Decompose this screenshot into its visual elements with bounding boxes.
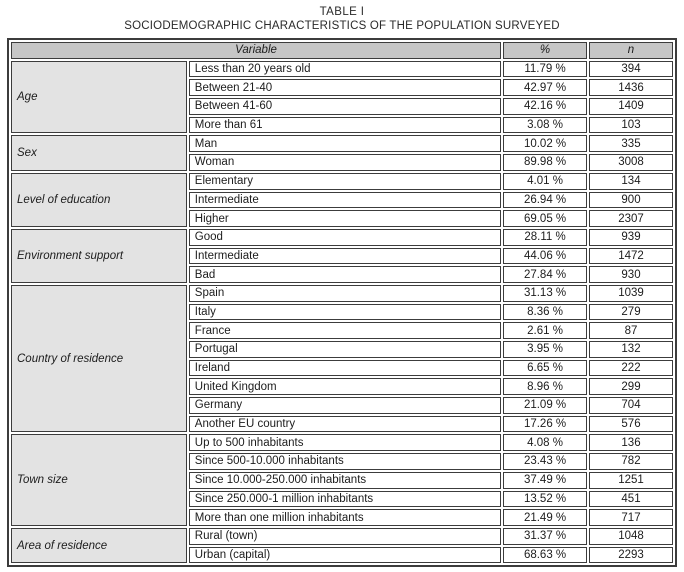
variable-cell: More than one million inhabitants	[189, 509, 501, 526]
percent-cell: 4.08 %	[503, 434, 587, 451]
percent-cell: 27.84 %	[503, 266, 587, 283]
n-cell: 2307	[589, 210, 673, 227]
variable-cell: Between 41-60	[189, 98, 501, 115]
percent-cell: 3.95 %	[503, 341, 587, 358]
table-row	[11, 229, 673, 246]
percent-cell: 42.16 %	[503, 98, 587, 115]
table-row	[11, 434, 673, 451]
variable-cell: Portugal	[189, 341, 501, 358]
n-cell: 782	[589, 453, 673, 470]
variable-cell: Good	[189, 229, 501, 246]
n-cell: 1472	[589, 248, 673, 265]
variable-cell: Since 10.000-250.000 inhabitants	[189, 472, 501, 489]
group-cell-country-of-residence: Country of residence	[11, 285, 187, 433]
n-cell: 279	[589, 304, 673, 321]
variable-cell: United Kingdom	[189, 378, 501, 395]
variable-cell: Urban (capital)	[189, 547, 501, 564]
group-cell-area-of-residence: Area of residence	[11, 528, 187, 563]
header-row	[11, 42, 673, 59]
table-row	[11, 61, 673, 78]
variable-cell: Ireland	[189, 360, 501, 377]
group-cell-level-of-education: Level of education	[11, 173, 187, 227]
percent-cell: 21.49 %	[503, 509, 587, 526]
table-row	[11, 173, 673, 190]
variable-cell: Since 250.000-1 million inhabitants	[189, 491, 501, 508]
variable-cell: Spain	[189, 285, 501, 302]
percent-cell: 4.01 %	[503, 173, 587, 190]
n-cell: 136	[589, 434, 673, 451]
table-row	[11, 528, 673, 545]
group-cell-town-size: Town size	[11, 434, 187, 525]
column-header-n: n	[589, 42, 673, 59]
variable-cell: Between 21-40	[189, 79, 501, 96]
percent-cell: 21.09 %	[503, 397, 587, 414]
percent-cell: 69.05 %	[503, 210, 587, 227]
n-cell: 1436	[589, 79, 673, 96]
n-cell: 939	[589, 229, 673, 246]
variable-cell: Man	[189, 135, 501, 152]
variable-cell: Bad	[189, 266, 501, 283]
n-cell: 704	[589, 397, 673, 414]
n-cell: 451	[589, 491, 673, 508]
variable-cell: Another EU country	[189, 416, 501, 433]
n-cell: 1039	[589, 285, 673, 302]
n-cell: 1251	[589, 472, 673, 489]
variable-cell: Less than 20 years old	[189, 61, 501, 78]
table-row	[11, 285, 673, 302]
n-cell: 87	[589, 322, 673, 339]
n-cell: 1409	[589, 98, 673, 115]
percent-cell: 10.02 %	[503, 135, 587, 152]
variable-cell: Higher	[189, 210, 501, 227]
percent-cell: 68.63 %	[503, 547, 587, 564]
percent-cell: 42.97 %	[503, 79, 587, 96]
percent-cell: 11.79 %	[503, 61, 587, 78]
variable-cell: Up to 500 inhabitants	[189, 434, 501, 451]
n-cell: 132	[589, 341, 673, 358]
n-cell: 930	[589, 266, 673, 283]
table-row	[11, 135, 673, 152]
group-cell-age: Age	[11, 61, 187, 134]
n-cell: 717	[589, 509, 673, 526]
title-block	[0, 5, 684, 33]
percent-cell: 2.61 %	[503, 322, 587, 339]
variable-cell: Elementary	[189, 173, 501, 190]
sociodemographic-table	[7, 38, 677, 567]
variable-cell: Germany	[189, 397, 501, 414]
n-cell: 335	[589, 135, 673, 152]
percent-cell: 31.37 %	[503, 528, 587, 545]
column-header-percent: %	[503, 42, 587, 59]
n-cell: 299	[589, 378, 673, 395]
group-cell-sex: Sex	[11, 135, 187, 170]
n-cell: 900	[589, 192, 673, 209]
group-cell-environment-support: Environment support	[11, 229, 187, 283]
percent-cell: 26.94 %	[503, 192, 587, 209]
percent-cell: 13.52 %	[503, 491, 587, 508]
percent-cell: 31.13 %	[503, 285, 587, 302]
percent-cell: 44.06 %	[503, 248, 587, 265]
variable-cell: Since 500-10.000 inhabitants	[189, 453, 501, 470]
percent-cell: 23.43 %	[503, 453, 587, 470]
variable-cell: Italy	[189, 304, 501, 321]
variable-cell: Intermediate	[189, 192, 501, 209]
percent-cell: 6.65 %	[503, 360, 587, 377]
variable-cell: Rural (town)	[189, 528, 501, 545]
n-cell: 2293	[589, 547, 673, 564]
percent-cell: 17.26 %	[503, 416, 587, 433]
percent-cell: 8.96 %	[503, 378, 587, 395]
n-cell: 222	[589, 360, 673, 377]
percent-cell: 8.36 %	[503, 304, 587, 321]
variable-cell: More than 61	[189, 117, 501, 134]
table-subtitle: SOCIODEMOGRAPHIC CHARACTERISTICS OF THE POPULATION SURVEYED	[124, 20, 560, 32]
n-cell: 394	[589, 61, 673, 78]
variable-cell: Intermediate	[189, 248, 501, 265]
n-cell: 576	[589, 416, 673, 433]
percent-cell: 3.08 %	[503, 117, 587, 134]
variable-cell: France	[189, 322, 501, 339]
n-cell: 1048	[589, 528, 673, 545]
n-cell: 134	[589, 173, 673, 190]
n-cell: 103	[589, 117, 673, 134]
table-title: TABLE I	[319, 6, 365, 18]
percent-cell: 28.11 %	[503, 229, 587, 246]
percent-cell: 37.49 %	[503, 472, 587, 489]
variable-cell: Woman	[189, 154, 501, 171]
n-cell: 3008	[589, 154, 673, 171]
percent-cell: 89.98 %	[503, 154, 587, 171]
column-header-variable: Variable	[11, 42, 501, 59]
table-body	[11, 61, 673, 564]
